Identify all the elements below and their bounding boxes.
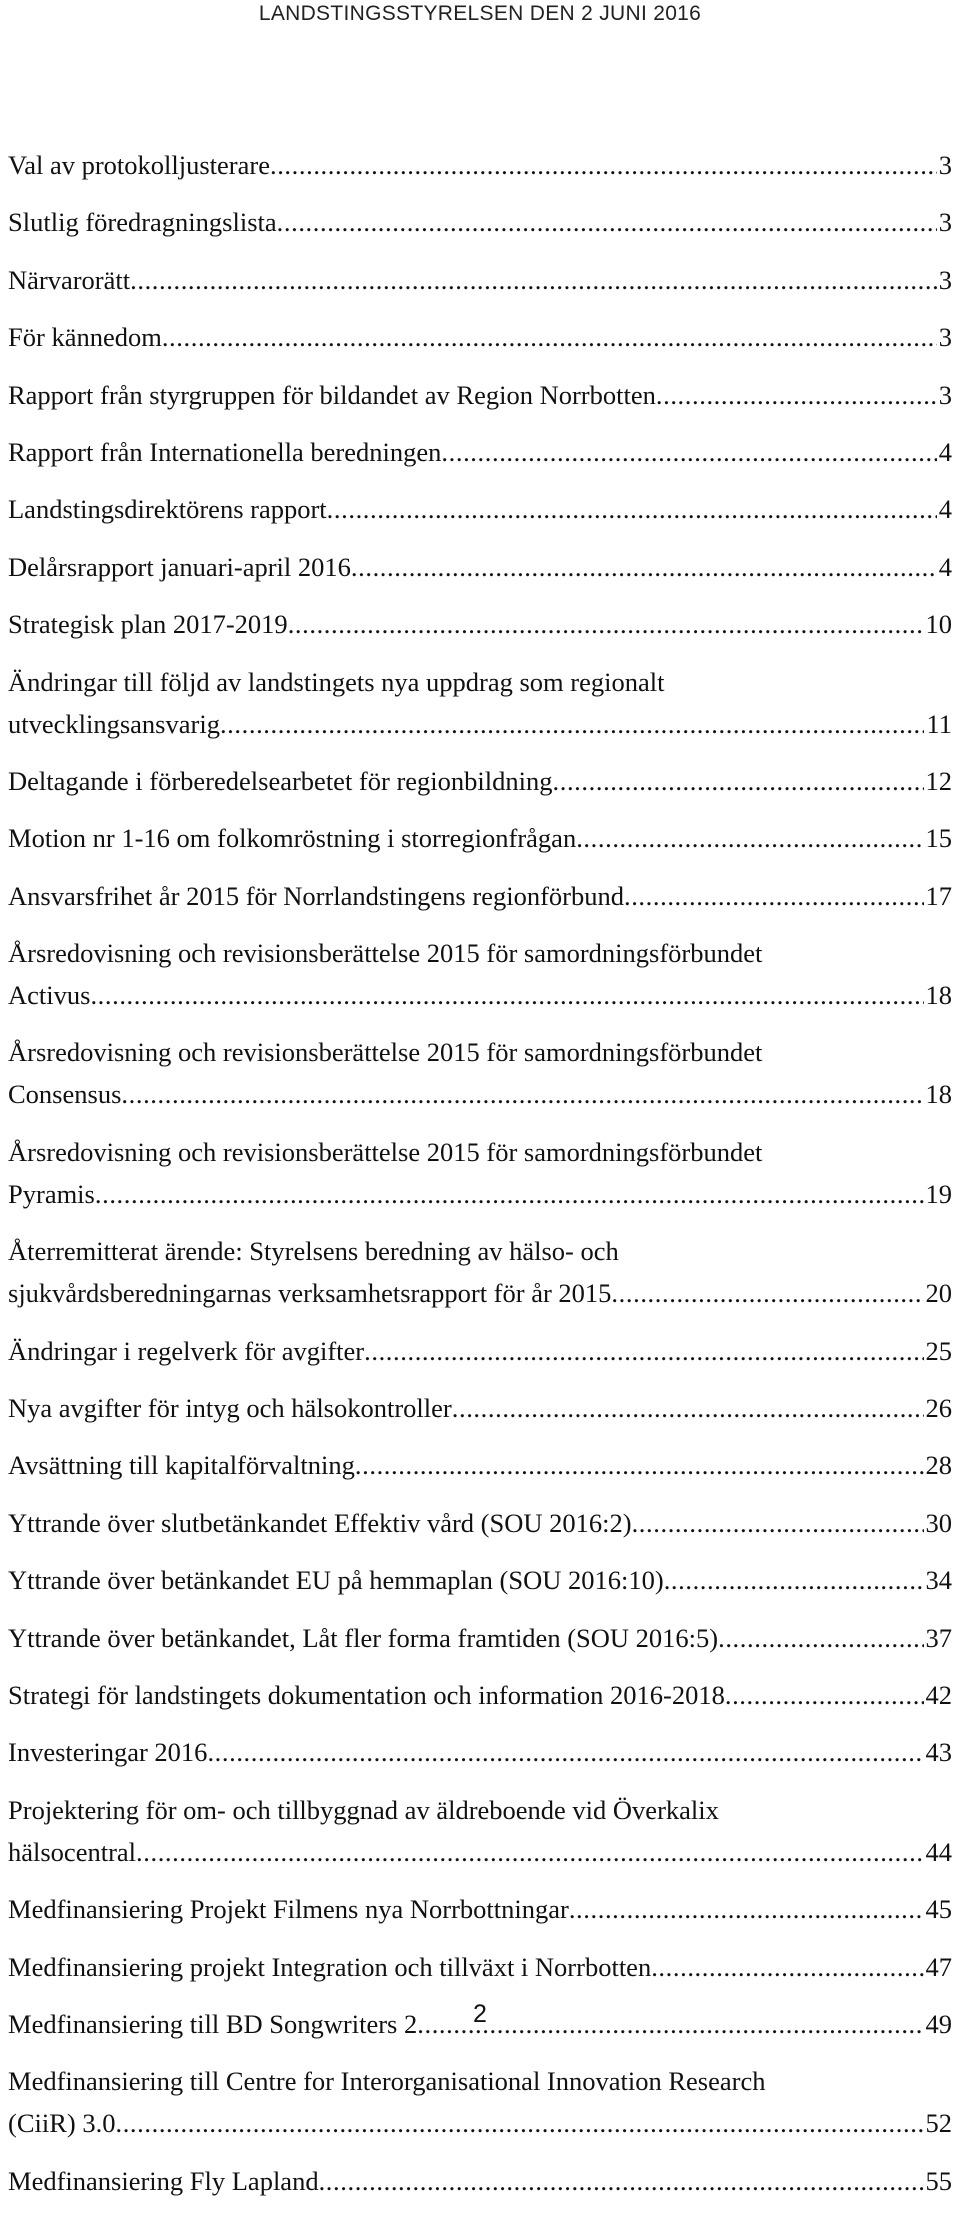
toc-entry[interactable] (8, 2160, 952, 2202)
toc-page-number: 45 (925, 1894, 952, 1925)
toc-entry-title: sjukvårdsberedningarnas verksamhetsrapport för år 2015 (8, 1278, 612, 1309)
toc-entry-line (8, 974, 952, 1016)
toc-entry-line (8, 1946, 952, 1988)
toc-dot-leader (327, 488, 937, 530)
toc-entry-title: Consensus (8, 1079, 122, 1110)
toc-dot-leader (220, 703, 925, 745)
toc-entry[interactable] (8, 1617, 952, 1659)
toc-entry[interactable] (8, 932, 952, 1016)
toc-page-number: 10 (925, 609, 952, 640)
toc-page-number: 25 (925, 1335, 952, 1366)
toc-entry-line (8, 1387, 952, 1429)
toc-entry[interactable] (8, 1230, 952, 1314)
toc-entry-title: Nya avgifter för intyg och hälsokontroller (8, 1393, 452, 1424)
toc-entry[interactable] (8, 1330, 952, 1372)
toc-page-number: 49 (925, 2008, 952, 2039)
toc-page-number: 44 (925, 1836, 952, 1867)
toc-dot-leader (651, 1946, 923, 1988)
toc-entry[interactable] (8, 1502, 952, 1544)
toc-dot-leader (452, 1387, 924, 1429)
toc-page-number: 43 (925, 1737, 952, 1768)
toc-entry-title: Pyramis (8, 1178, 95, 1209)
toc-page-number: 18 (925, 1079, 952, 1110)
toc-page-number: 18 (925, 980, 952, 1011)
toc-entry[interactable] (8, 1888, 952, 1930)
toc-entry-title: Activus (8, 980, 91, 1011)
toc-entry-line (8, 1131, 952, 1173)
toc-page-number: 37 (925, 1622, 952, 1653)
table-of-contents (8, 144, 952, 2217)
toc-entry-title: Delårsrapport januari-april 2016 (8, 551, 351, 582)
toc-dot-leader (441, 431, 936, 473)
toc-page-number: 11 (926, 708, 952, 739)
toc-entry-line (8, 2160, 952, 2202)
toc-entry-line (8, 1502, 952, 1544)
toc-entry-line (8, 2102, 952, 2144)
toc-page-number: 17 (925, 880, 952, 911)
toc-dot-leader (569, 1888, 924, 1930)
toc-entry-line (8, 144, 952, 186)
toc-entry-title: Ändringar till följd av landstingets nya uppdrag som regionalt (8, 666, 665, 697)
toc-page-number: 4 (938, 494, 952, 525)
toc-dot-leader (725, 1674, 924, 1716)
toc-entry-line (8, 374, 952, 416)
toc-entry-title: Deltagande i förberedelsearbetet för regionbildning (8, 765, 553, 796)
toc-entry-line (8, 1230, 952, 1272)
toc-dot-leader (270, 144, 937, 186)
toc-entry-title: hälsocentral (8, 1836, 137, 1867)
toc-entry-title: Närvarorätt (8, 264, 131, 295)
toc-entry-line (8, 1789, 952, 1831)
toc-entry-line (8, 1073, 952, 1115)
toc-entry-line (8, 1272, 952, 1314)
toc-entry-line (8, 1888, 952, 1930)
toc-entry[interactable] (8, 1031, 952, 1115)
toc-dot-leader (319, 2160, 924, 2202)
toc-entry-title: Medfinansiering Projekt Filmens nya Norrbottningar (8, 1894, 569, 1925)
toc-dot-leader (121, 1073, 923, 1115)
toc-entry-line (8, 1031, 952, 1073)
toc-dot-leader (115, 2102, 923, 2144)
page-number: 2 (473, 2000, 487, 2028)
toc-entry-line (8, 703, 952, 745)
toc-entry[interactable] (8, 2060, 952, 2144)
toc-entry-title: Slutlig föredragningslista (8, 207, 277, 238)
toc-page-number: 4 (938, 436, 952, 467)
toc-entry-title: Avsättning till kapitalförvaltning (8, 1450, 355, 1481)
toc-entry[interactable] (8, 760, 952, 802)
toc-dot-leader (364, 1330, 923, 1372)
toc-entry-title: Ändringar i regelverk för avgifter (8, 1335, 365, 1366)
toc-entry-title: Ansvarsfrihet år 2015 för Norrlandstingens regionförbund (8, 880, 624, 911)
toc-entry-title: Årsredovisning och revisionsberättelse 2015 för samordningsförbundet (8, 1037, 763, 1068)
toc-page-number: 26 (925, 1393, 952, 1424)
toc-entry-line (8, 1444, 952, 1486)
toc-dot-leader (207, 1731, 923, 1773)
toc-page-number: 4 (938, 551, 952, 582)
toc-entry-title: Medfinansiering projekt Integration och tillväxt i Norrbotten (8, 1951, 652, 1982)
toc-entry[interactable] (8, 1444, 952, 1486)
toc-entry-title: Medfinansiering till BD Songwriters 2 (8, 2008, 418, 2039)
toc-dot-leader (277, 201, 937, 243)
toc-entry-line (8, 875, 952, 917)
toc-entry-title: Motion nr 1-16 om folkomröstning i storregionfrågan (8, 823, 577, 854)
page-header: LANDSTINGSSTYRELSEN DEN 2 JUNI 2016 (258, 2, 702, 25)
toc-entry[interactable] (8, 1789, 952, 1873)
toc-entry-line (8, 932, 952, 974)
toc-entry-line (8, 201, 952, 243)
toc-entry[interactable] (8, 144, 952, 186)
toc-entry-title: Återremitterat ärende: Styrelsens beredning av hälso- och (8, 1236, 619, 1267)
toc-dot-leader (718, 1617, 923, 1659)
toc-dot-leader (576, 817, 923, 859)
toc-entry[interactable] (8, 875, 952, 917)
toc-entry[interactable] (8, 1674, 952, 1716)
toc-entry-title: Årsredovisning och revisionsberättelse 2015 för samordningsförbundet (8, 1136, 763, 1167)
toc-entry-title: Rapport från styrgruppen för bildandet av Region Norrbotten (8, 379, 656, 410)
toc-dot-leader (656, 374, 937, 416)
toc-page-number: 52 (925, 2108, 952, 2139)
toc-dot-leader (136, 1831, 923, 1873)
toc-entry-line (8, 760, 952, 802)
toc-page-number: 19 (925, 1178, 952, 1209)
toc-entry-line (8, 1559, 952, 1601)
toc-entry[interactable] (8, 1131, 952, 1215)
toc-entry[interactable] (8, 259, 952, 301)
toc-entry-line (8, 1674, 952, 1716)
toc-entry[interactable] (8, 1559, 952, 1601)
toc-entry-title: Rapport från Internationella beredningen (8, 436, 442, 467)
toc-entry-line (8, 1173, 952, 1215)
toc-entry-line (8, 1617, 952, 1659)
toc-entry-title: Medfinansiering till Centre for Interorganisational Innovation Research (8, 2066, 766, 2097)
toc-page-number: 3 (938, 379, 952, 410)
toc-entry-line (8, 661, 952, 703)
toc-dot-leader (288, 603, 924, 645)
toc-page-number: 3 (938, 150, 952, 180)
toc-dot-leader (162, 316, 937, 358)
toc-page-number: 20 (925, 1278, 952, 1309)
toc-page-number: 12 (925, 765, 952, 796)
toc-dot-leader (351, 546, 937, 588)
toc-entry-line (8, 546, 952, 588)
toc-entry-line (8, 1330, 952, 1372)
toc-entry[interactable] (8, 603, 952, 645)
toc-entry-title: Projektering för om- och tillbyggnad av äldreboende vid Överkalix (8, 1794, 719, 1825)
toc-entry[interactable] (8, 546, 952, 588)
toc-entry-line (8, 1831, 952, 1873)
toc-page-number: 34 (925, 1565, 952, 1596)
toc-entry-line (8, 1731, 952, 1773)
toc-entry-title: Val av protokolljusterare (8, 150, 270, 180)
toc-dot-leader (624, 875, 924, 917)
toc-page-number: 3 (938, 207, 952, 238)
toc-page-number: 30 (925, 1507, 952, 1538)
toc-page-number: 55 (925, 2165, 952, 2196)
toc-dot-leader (664, 1559, 924, 1601)
toc-dot-leader (130, 259, 937, 301)
toc-entry[interactable] (8, 316, 952, 358)
toc-entry-title: Investeringar 2016 (8, 1737, 208, 1768)
toc-entry[interactable] (8, 661, 952, 745)
toc-page-number: 47 (925, 1951, 952, 1982)
toc-entry-title: Landstingsdirektörens rapport (8, 494, 327, 525)
toc-entry-line (8, 431, 952, 473)
toc-entry-title: Årsredovisning och revisionsberättelse 2015 för samordningsförbundet (8, 938, 763, 969)
toc-entry-title: Yttrande över betänkandet EU på hemmaplan (SOU 2016:10) (8, 1565, 664, 1596)
toc-entry[interactable] (8, 201, 952, 243)
toc-entry[interactable] (8, 1946, 952, 1988)
toc-entry-line (8, 2060, 952, 2102)
toc-page-number: 3 (938, 264, 952, 295)
toc-entry-title: utvecklingsansvarig (8, 708, 220, 739)
toc-entry-title: Yttrande över slutbetänkandet Effektiv vård (SOU 2016:2) (8, 1507, 632, 1538)
toc-entry-title: För kännedom (8, 322, 162, 353)
toc-entry-title: Yttrande över betänkandet, Låt fler forma framtiden (SOU 2016:5) (8, 1622, 719, 1653)
toc-entry-line (8, 259, 952, 301)
toc-entry[interactable] (8, 374, 952, 416)
toc-entry-title: Strategi för landstingets dokumentation och information 2016-2018 (8, 1679, 725, 1710)
toc-dot-leader (632, 1502, 924, 1544)
toc-page-number: 28 (925, 1450, 952, 1481)
toc-page-number: 15 (925, 823, 952, 854)
toc-entry-line (8, 603, 952, 645)
toc-entry[interactable] (8, 1387, 952, 1429)
toc-dot-leader (90, 974, 923, 1016)
toc-page-number: 42 (925, 1679, 952, 1710)
toc-entry-line (8, 488, 952, 530)
toc-dot-leader (355, 1444, 924, 1486)
toc-dot-leader (611, 1272, 923, 1314)
toc-entry[interactable] (8, 817, 952, 859)
toc-entry[interactable] (8, 488, 952, 530)
toc-dot-leader (553, 760, 924, 802)
toc-entry-line (8, 316, 952, 358)
toc-entry-title: (CiiR) 3.0 (8, 2108, 116, 2139)
toc-page-number: 3 (938, 322, 952, 353)
toc-entry-line (8, 817, 952, 859)
toc-entry-title: Strategisk plan 2017-2019 (8, 609, 288, 640)
toc-entry[interactable] (8, 431, 952, 473)
toc-entry-title: Medfinansiering Fly Lapland (8, 2165, 319, 2196)
toc-entry[interactable] (8, 1731, 952, 1773)
toc-dot-leader (95, 1173, 924, 1215)
